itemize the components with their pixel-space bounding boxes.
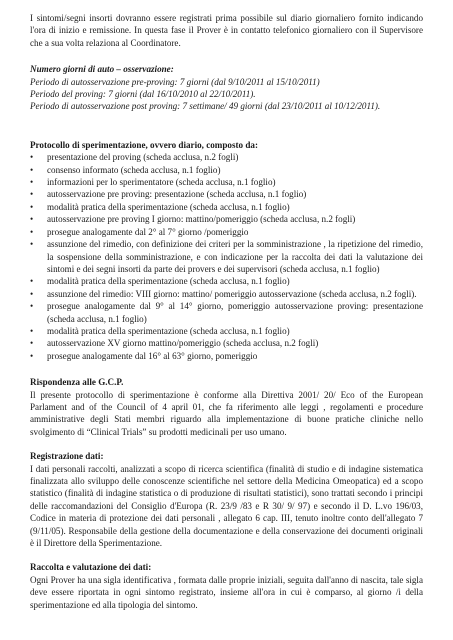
spacer (30, 362, 423, 376)
protocol-list-item: • prosegue analogamente dal 16° al 63° giorno, pomeriggio (30, 350, 423, 362)
protocol-list-item: • prosegue analogamente dal 2° al 7° giorno /pomeriggio (30, 226, 423, 238)
collection-section (30, 561, 423, 611)
collection-heading: Raccolta e valutazione dei dati: (30, 562, 152, 573)
spacer (30, 438, 423, 450)
protocol-list-item: • modalità pratica della sperimentazione (scheda acclusa, n.1 foglio) (30, 275, 423, 287)
protocol-list-item: • assunzione del rimedio: VIII giorno: mattino/ pomeriggio autosservazione (scheda acclusa, n.2 fogli). (30, 288, 423, 300)
protocol-list-item: • informazioni per lo sperimentatore (scheda acclusa, n.1 foglio) (30, 176, 423, 188)
gcp-section (30, 376, 423, 438)
registration-section (30, 450, 423, 549)
spacer (30, 549, 423, 561)
protocol-list (30, 151, 423, 362)
spacer (30, 49, 423, 63)
protocol-list-item: • modalità pratica della sperimentazione (scheda acclusa, n.1 foglio) (30, 201, 423, 213)
protocol-list-item: • consenso informato (scheda acclusa, n.1 foglio) (30, 164, 423, 176)
observation-period-line: Periodo del proving: 7 giorni (dal 16/10/2010 al 22/10/2011). (30, 89, 256, 100)
gcp-heading: Rispondenza alle G.C.P. (30, 377, 124, 388)
registration-heading: Registrazione dati: (30, 451, 104, 462)
protocol-list-item: • autosservazione pre proving: presentazione (scheda acclusa, n.1 foglio) (30, 188, 423, 200)
observation-days-section (30, 63, 423, 113)
protocol-list-item: • modalità pratica della sperimentazione (scheda acclusa, n.1 foglio) (30, 325, 423, 337)
spacer (30, 113, 423, 139)
gcp-paragraph: Il presente protocollo di sperimentazione è conforme alla Direttiva 2001/ 20/ Eco of the European Parlament and of the Council of 4 april 01, che fa riferimento alle leggi , regolamenti e procedure amministrative degli Stati membri riguardo alla implementazione di buone pratiche cliniche nello svolgimento di “Clinical Trials” su prodotti medicinali per uso umano. (30, 389, 423, 437)
registration-paragraph: I dati personali raccolti, analizzati a scopo di ricerca scientifica (finalità di studio e di indagine sistematica finalizzata allo sviluppo delle conoscenze scientifiche nel settore della Medicina Omeopatica) ed a scopo statistico (finalità di indagine statistica o di produzione di risultati statistici), sono trattati secondo i principi delle raccomandazioni del Consiglio d'Europa (R. 23/9 /83 e R 30/ 9/ 97) e secondo il D. L.vo 196/03, Codice in materia di protezione dei dati personali , allegato 6 cap. III, tenuto inoltre conto dell'allegato 7 (9/11/05). Responsabile della gestione della documentazione e della conservazione dei documenti originali è il Direttore della Sperimentazione. (30, 463, 423, 549)
observation-period-line: Periodo di autosservazione post proving: 7 settimane/ 49 giorni (dal 23/10/2011 al 10/12/2011). (30, 101, 381, 112)
protocol-heading: Protocollo di sperimentazione, ovvero diario, composto da: (30, 139, 258, 150)
collection-paragraph: Ogni Prover ha una sigla identificativa , formata dalle proprie iniziali, seguita dall'anno di nascita, tale sigla deve essere riportata in ogni sintomo registrato, insieme all'ora in cui è comparso, al giorno /i della sperimentazione ed alla tipologia del sintomo. (30, 574, 423, 610)
intro-paragraph: I sintomi/segni insorti dovranno essere registrati prima possibile sul diario giornaliero fornito indicando l'ora di inizio e remissione. In questa fase il Prover è in contatto telefonico giornaliero con il Supervisore che a sua volta relaziona al Coordinatore. (30, 13, 423, 48)
protocol-list-item: • autosservazione pre proving I giorno: mattino/pomeriggio (scheda acclusa, n.2 fogli) (30, 213, 423, 225)
protocol-list-item: • autosservazione XV giorno mattino/pomeriggio (scheda acclusa, n.2 fogli) (30, 337, 423, 349)
observation-period-line: Periodo di autosservazione pre-proving: 7 giorni (dal 9/10/2011 al 15/10/2011) (30, 76, 320, 87)
protocol-section (30, 139, 423, 362)
protocol-list-item: • presentazione del proving (scheda acclusa, n.2 fogli) (30, 151, 423, 163)
observation-days-heading: Numero giorni di auto – osservazione: (30, 64, 174, 75)
protocol-list-item: • assunzione del rimedio, con definizione dei criteri per la somministrazione , la ripetizione del rimedio, la sospensione della somministrazione, e con indicazione per la raccolta dei dati la valutazione dei sintomi e dei segni insorti da parte dei provers e dei supervisori (scheda acclusa, n.1 foglio) (30, 238, 423, 275)
protocol-list-item: • prosegue analogamente dal 9° al 14° giorno, pomeriggio autosservazione proving: presentazione (scheda acclusa, n.1 foglio) (30, 300, 423, 325)
